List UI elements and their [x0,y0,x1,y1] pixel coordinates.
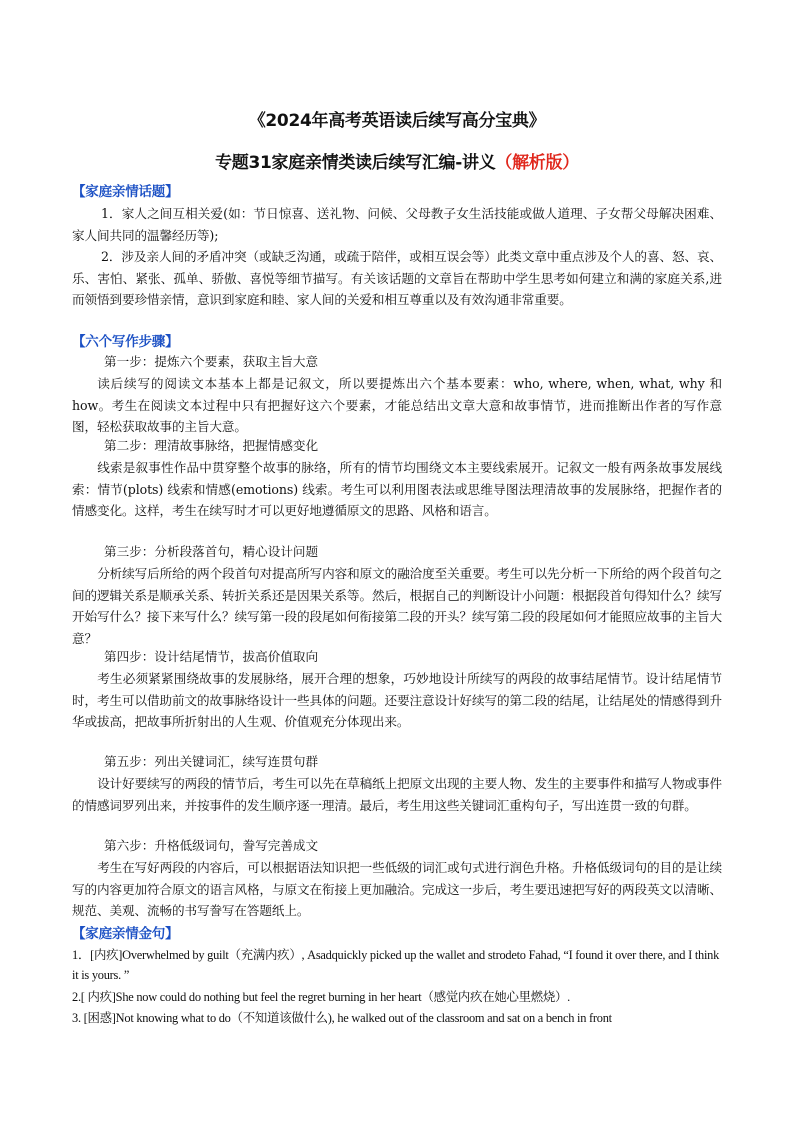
step-1-body [72,373,722,438]
section-heading-writing-steps: 【六个写作步骤】 [72,334,179,350]
document-subtitle [0,148,794,173]
section-heading-family-topic: 【家庭亲情话题】 [72,184,179,200]
step-6-title: 第六步：升格低级词句，誊写完善成文 [104,838,319,853]
subtitle-highlight: （解析版） [495,153,579,173]
subtitle-main: 专题31家庭亲情类读后续写汇编-讲义 [215,153,496,173]
topic-paragraph-1-text: 1．家人之间互相关爱(如：节日惊喜、送礼物、问候、父母教子女生活技能或做人道理、子女帮父母解决困难、家人间共同的温馨经历等); [72,206,722,243]
topic-paragraph-2-text: 2．涉及亲人间的矛盾冲突（或缺乏沟通，或疏于陪伴，或相互误会等）此类文章中重点涉及个人的喜、怒、哀、乐、害怕、紧张、孤单、骄傲、喜悦等细节描写。有关该话题的文章旨在帮助中学生思考如何建立和满的家庭关系,进而领悟到要珍惜亲情，意识到家庭和睦、家人间的关爱和相互尊重以及有效沟通非常重要。 [72,249,722,307]
step-5-body [72,773,722,816]
step-3-title: 第三步：分析段落首句，精心设计问题 [104,544,319,559]
step-3-body [72,563,722,649]
step-6-body-text: 考生在写好两段的内容后，可以根据语法知识把一些低级的词汇或句式进行润色升格。升格低级词句的目的是让续写的内容更加符合原文的语言风格，与原文在衔接上更加融洽。完成这一步后，考生要迅速把写好的两段英文以清晰、规范、美观、流畅的书写誊写在答题纸上。 [72,860,722,918]
step-4-body [72,668,722,733]
golden-sentence-2: 2.[ 内疚]She now could do nothing but feel the regret burning in her heart（感觉内疚在她心里燃烧）. [72,990,571,1004]
step-5-body-text: 设计好要续写的两段的情节后，考生可以先在草稿纸上把原文出现的主要人物、发生的主要事件和描写人物或事件的情感词罗列出来，并按事件的发生顺序逐一理清。最后，考生用这些关键词汇重构句子，写出连贯一致的句群。 [72,776,722,813]
step-5-title: 第五步：列出关键词汇，续写连贯句群 [104,754,319,769]
golden-sentence-3: 3. [困惑]Not knowing what to do（不知道该做什么), he walked out of the classroom and sat on a bench in front [72,1011,612,1025]
section-heading-golden-sentences: 【家庭亲情金句】 [72,926,179,942]
step-2-body-text: 线索是叙事性作品中贯穿整个故事的脉络，所有的情节均围绕文本主要线索展开。记叙文一般有两条故事发展线索：情节(plots) 线索和情感(emotions) 线索。考生可以利用图表法或思维导图法理清故事的发展脉络，把握作者的情感变化。这样，考生在续写时才可以更好地遵循原文的思路、风格和语言。 [72,460,722,518]
document-title: 《2024年高考英语读后续写高分宝典》 [248,111,546,131]
step-4-title: 第四步：设计结尾情节，拔高价值取向 [104,649,319,664]
step-6-body [72,857,722,922]
topic-paragraph-1 [72,203,722,246]
step-1-title: 第一步：提炼六个要素，获取主旨大意 [104,354,319,369]
step-2-body [72,457,722,522]
topic-paragraph-2 [72,246,722,311]
step-1-body-text: 读后续写的阅读文本基本上都是记叙文，所以要提炼出六个基本要素：who, where, when, what, why 和 how。考生在阅读文本过程中只有把握好这六个要素，才能总结出文章大意和故事情节，进而推断出作者的写作意图，轻松获取故事的主旨大意。 [72,376,722,434]
step-2-title: 第二步：理清故事脉络，把握情感变化 [104,438,319,453]
golden-sentence-1: 1．[内疚]Overwhelmed by guilt（充满内疚）, Asadquickly picked up the wallet and strodeto Fahad, “I found it over there, and I think it is yours. ” [72,948,720,982]
step-3-body-text: 分析续写后所给的两个段首句对提高所写内容和原文的融洽度至关重要。考生可以先分析一下所给的两个段首句之间的逻辑关系是顺承关系、转折关系还是因果关系等。然后，根据自己的判断设计小问题：根据段首句得知什么？续写开始写什么？接下来写什么？续写第一段的段尾如何衔接第二段的开头？续写第二段的段尾如何才能照应故事的主旨大意？ [72,566,722,646]
step-4-body-text: 考生必须紧紧围绕故事的发展脉络，展开合理的想象，巧妙地设计所续写的两段的故事结尾情节。设计结尾情节时，考生可以借助前文的故事脉络设计一些具体的问题。还要注意设计好续写的第二段的结尾，让结尾处的情感得到升华或拔高，把故事所折射出的人生观、价值观充分体现出来。 [72,671,722,729]
